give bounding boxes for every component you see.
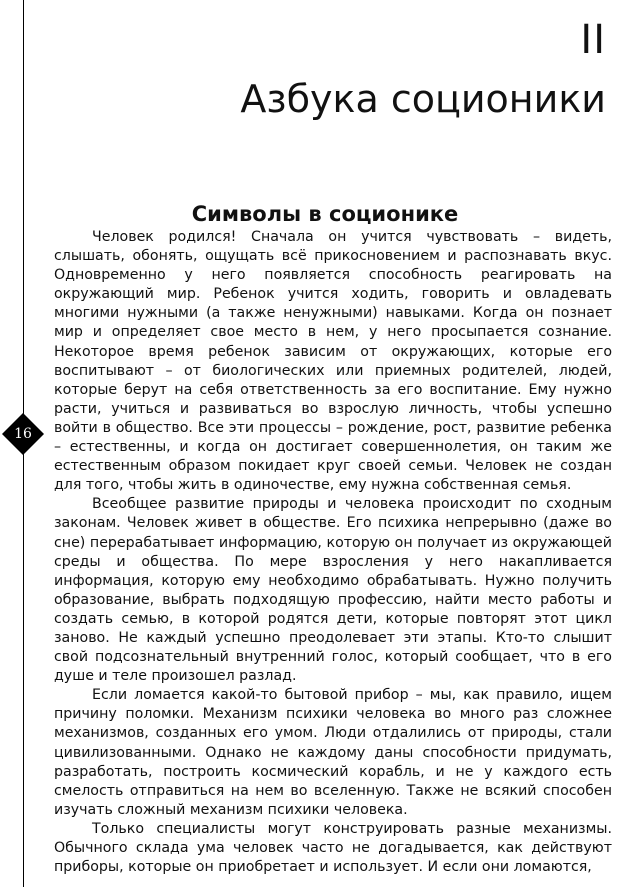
paragraph: Только специалисты могут конструировать разные механизмы. Обычного склада ума человек часто не догадывается, как действуют приборы, которые он приобретает и использует. И если они ломаются, (54, 820, 612, 876)
chapter-number: II (580, 17, 606, 63)
paragraph: Человек родился! Сначала он учится чувствовать – видеть, слышать, обонять, ощущать всё прикосновением и распознавать вкус. Одновременно у него появляется способность реагировать на окружающий мир. Ребенок учится ходить, говорить и овладевать многими нужными (а также ненужными) навыками. Когда он познает мир и определяет свое место в нем, у него просыпается сознание. Некоторое время ребенок зависим от окружающих, которые его воспитывают – от биологических или приемных родителей, людей, которые берут на себя ответственность за его воспитание. Ему нужно расти, учиться и развиваться во взрослую личность, чтобы успешно войти в общество. Все эти процессы – рождение, рост, развитие ребенка – естественны, и когда он достигает совершеннолетия, он таким же естественным образом покидает круг своей семьи. Человек не создан для того, чтобы жить в одиночестве, ему нужна собственная семья. (54, 229, 612, 494)
body-text (54, 228, 612, 877)
page-number-badge (1, 412, 45, 456)
chapter-title: Азбука соционики (240, 77, 606, 121)
paragraph: Если ломается какой-то бытовой прибор – мы, как правило, ищем причину поломки. Механизм психики человека во много раз сложнее механизмов, созданных его умом. Люди отдалились от природы, стали цивилизованными. Однако не каждому даны способности придумать, разработать, построить космический корабль, и не у каждого есть смелость отправиться на нем во вселенную. Также не всякий способен изучать сложный механизм психики человека. (54, 687, 612, 818)
page-number: 16 (14, 426, 32, 442)
paragraph: Всеобщее развитие природы и человека происходит по сходным законам. Человек живет в обществе. Его психика непрерывно (даже во сне) перерабатывает информацию, которую он получает из окружающей среды и общества. По мере взросления у него накапливается информация, которую ему необходимо обрабатывать. Нужно получить образование, выбрать подходящую профессию, найти место работы и создать семью, в которой родятся дети, которые повторят этот цикл заново. Не каждый успешно преодолевает эти этапы. Кто-то слышит свой подсознательный внутренний голос, который сообщает, что в его душе и теле произошел разлад. (54, 496, 612, 685)
section-title: Символы в соционике (191, 202, 459, 226)
